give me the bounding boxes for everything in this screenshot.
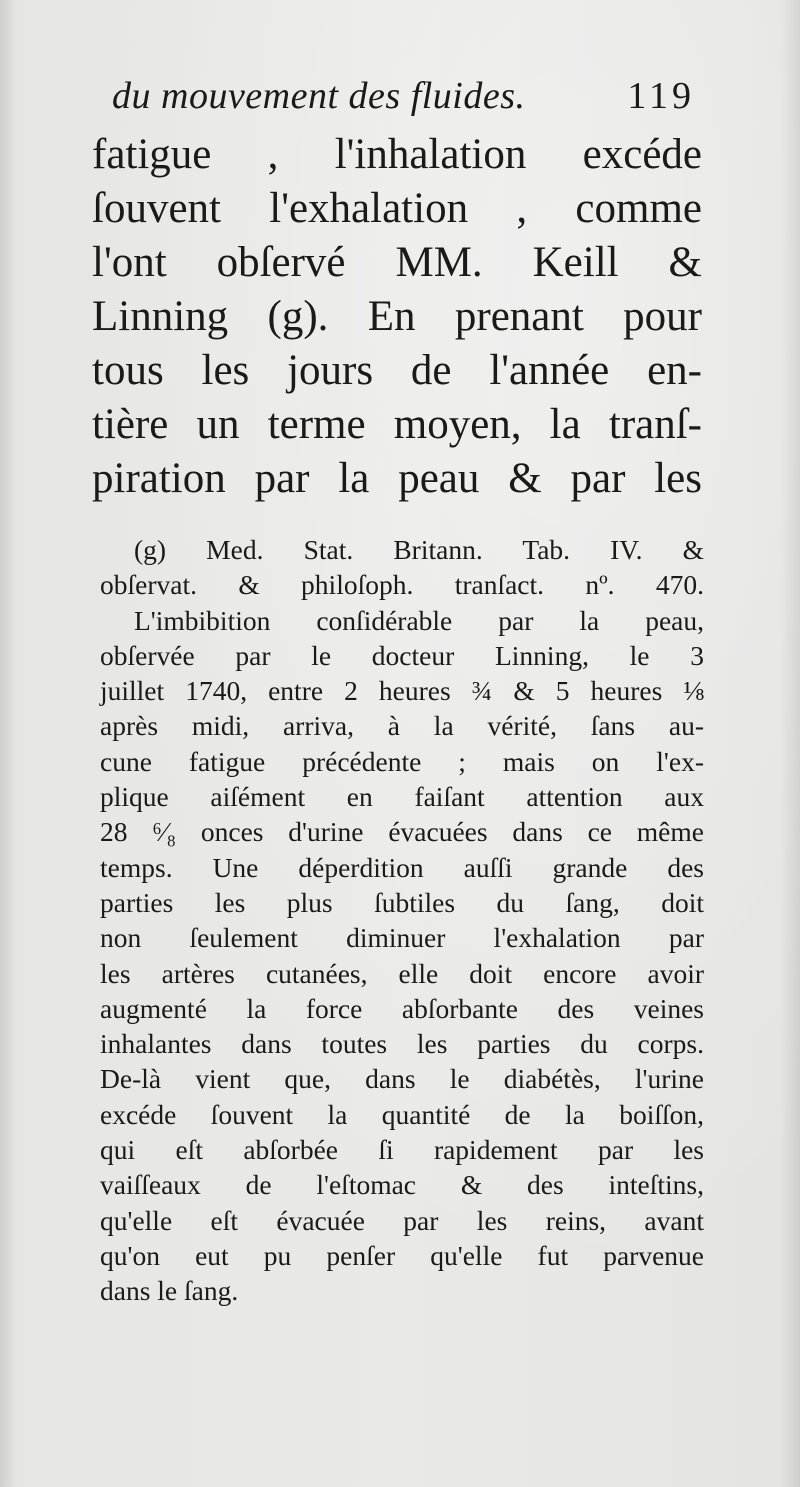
text-line: tous les jours de l'année en- [92, 347, 702, 394]
footnote-line: les artères cutanées, elle doit encore avoir [100, 957, 704, 989]
footnote-line: dans le ſang. [100, 1275, 239, 1307]
text-line: Linning (g). En prenant pour [92, 293, 702, 340]
footnote-line: plique aiſément en faiſant attention aux [100, 781, 704, 813]
text-line: fatigue , l'inhalation excéde [92, 131, 702, 178]
footnote-line: De-là vient que, dans le diabétès, l'urine [100, 1063, 704, 1095]
footnote-line: excéde ſouvent la quantité de la boiſſon, [100, 1098, 704, 1130]
text-line: ſouvent l'exhalation , comme [92, 185, 702, 232]
footnote-line: 28 ⁶⁄₈ onces d'urine évacuées dans ce même [100, 816, 704, 848]
footnote-line: cune fatigue précédente ; mais on l'ex- [100, 745, 704, 777]
footnote-line: juillet 1740, entre 2 heures ¾ & 5 heures ⅛ [100, 675, 704, 707]
page-number: 119 [627, 75, 695, 117]
footnote-line: qui eſt abſorbée ſi rapidement par les [100, 1134, 704, 1166]
footnote-line: augmenté la force abſorbante des veines [100, 992, 704, 1024]
footnote-line: après midi, arriva, à la vérité, ſans au- [100, 710, 704, 742]
footnote-line: temps. Une déperdition auſſi grande des [100, 851, 704, 883]
main-text [92, 128, 702, 506]
footnote [100, 532, 704, 1309]
footnote-line: vaiſſeaux de l'eſtomac & des inteſtins, [100, 1169, 704, 1201]
text-line: tière un terme moyen, la tranſ- [92, 401, 702, 448]
footnote-line: non ſeulement diminuer l'exhalation par [100, 922, 704, 954]
text-line: l'ont obſervé MM. Keill & [92, 239, 702, 286]
footnote-line: (g) Med. Stat. Britann. Tab. IV. & [134, 534, 704, 565]
footnote-line: obſervat. & philoſoph. tranſact. nº. 470. [100, 569, 704, 601]
running-title: du mouvement des fluides. [112, 75, 526, 117]
footnote-line: qu'elle eſt évacuée par les reins, avant [100, 1204, 704, 1236]
footnote-line: L'imbibition conſidérable par la peau, [134, 604, 704, 636]
text-line: piration par la peau & par les [92, 455, 702, 502]
footnote-line: inhalantes dans toutes les parties du corps. [100, 1028, 704, 1060]
footnote-line: qu'on eut pu penſer qu'elle fut parvenue [100, 1239, 704, 1271]
footnote-line: parties les plus ſubtiles du ſang, doit [100, 886, 704, 918]
page-header [112, 74, 695, 134]
footnote-line: obſervée par le docteur Linning, le 3 [100, 639, 704, 671]
